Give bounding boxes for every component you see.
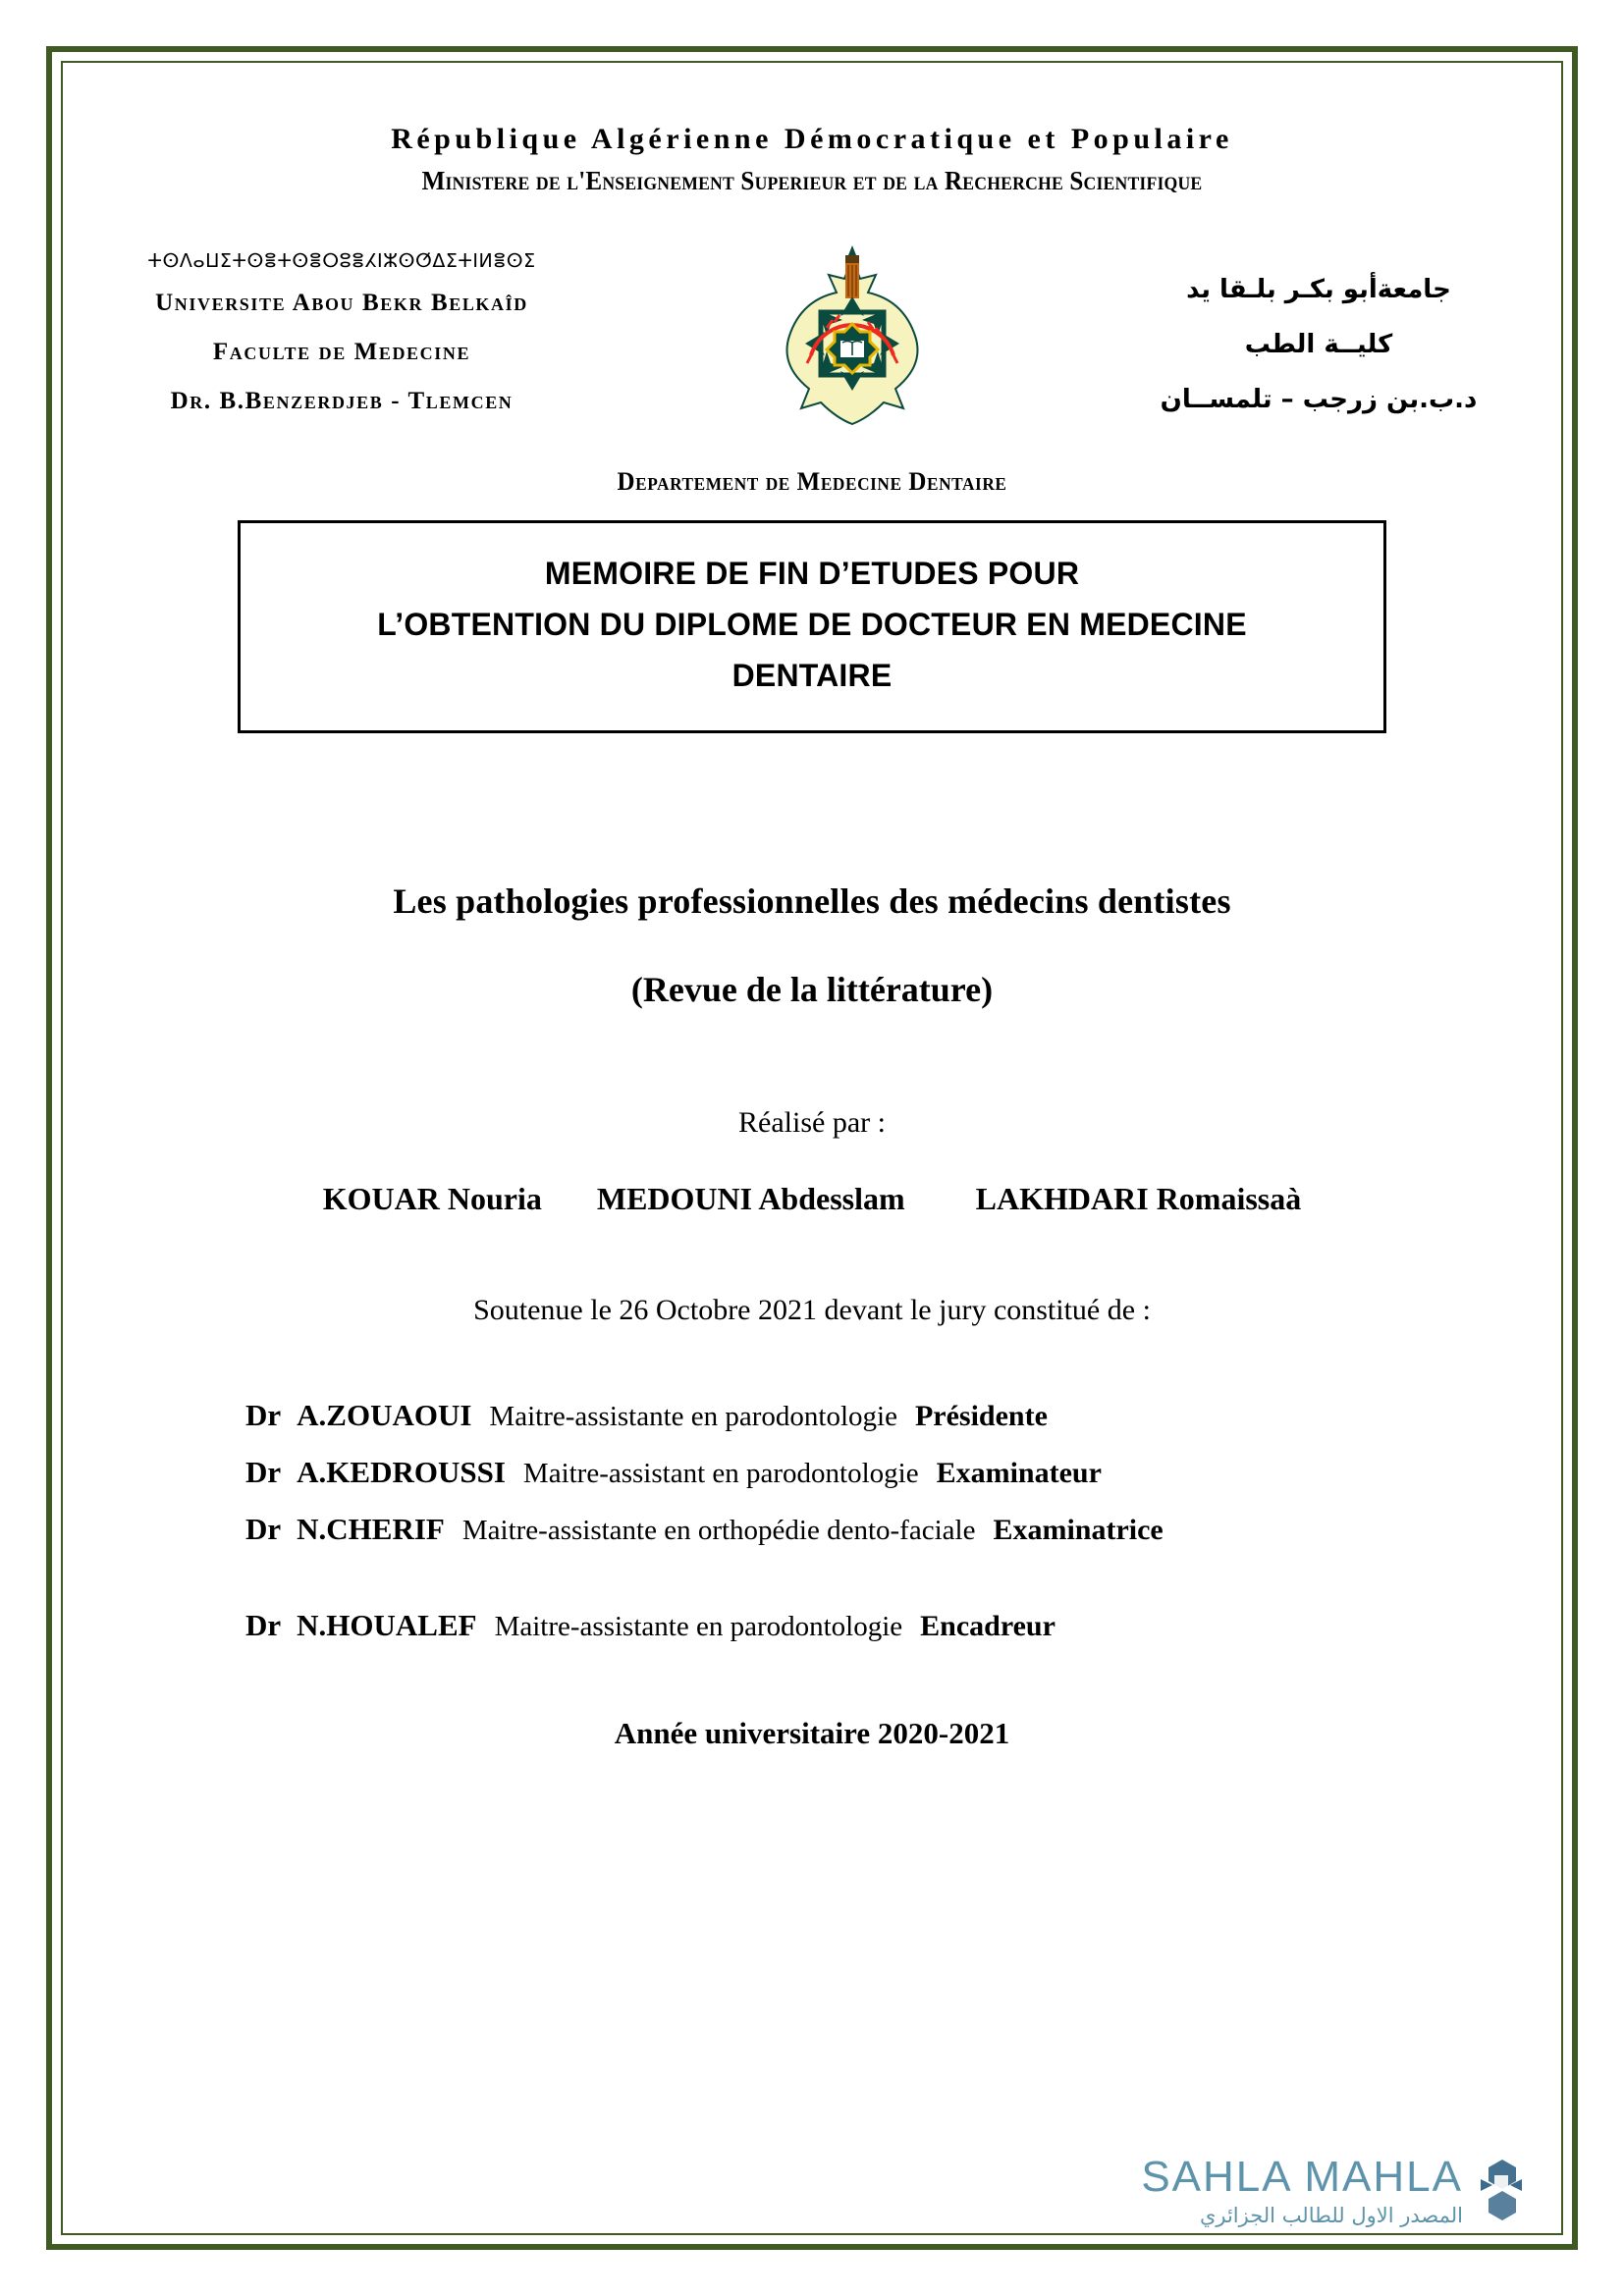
supervisor-row <box>245 1608 1496 1643</box>
sahla-mahla-watermark <box>1141 2153 1530 2227</box>
faculty-name: Faculte de Medecine <box>212 338 471 365</box>
jury-name: A.KEDROUSSI <box>297 1455 506 1490</box>
diploma-line-2: L’OBTENTION DU DIPLOME DE DOCTEUR EN MEDECINE <box>377 606 1247 642</box>
cover-page-content <box>69 69 1555 2227</box>
jury-role: Maitre-assistante en parodontologie <box>489 1401 897 1433</box>
jury-prefix: Dr <box>245 1512 282 1547</box>
department-line: Departement de Medecine Dentaire <box>617 467 1007 496</box>
jury-title: Présidente <box>914 1400 1048 1433</box>
tifinagh-university-line: ⵜⵙⴷⴰⵡⵉⵜⵙⴻⵜⵙⴻⵔⵓⴻⵃⵏⵣⵙⵚⵠⵉⵜⵏⵍⴻⵙⵉ <box>147 250 536 272</box>
university-left-column <box>86 247 597 415</box>
thesis-title-line-2: (Revue de la littérature) <box>630 970 994 1010</box>
jury-name: A.ZOUAOUI <box>297 1398 472 1433</box>
diploma-statement-box <box>238 520 1386 733</box>
diploma-line-3: DENTAIRE <box>731 657 893 693</box>
authors-label: Réalisé par : <box>738 1106 886 1140</box>
jury-prefix: Dr <box>245 1398 282 1433</box>
university-emblem-icon <box>766 245 939 432</box>
diploma-line-1: MEMOIRE DE FIN D’ETUDES POUR <box>544 556 1080 591</box>
jury-row <box>245 1455 1496 1490</box>
jury-name: N.CHERIF <box>297 1512 445 1547</box>
university-identity-block <box>69 247 1555 432</box>
jury-role: Maitre-assistante en orthopédie dento-faciale <box>461 1515 976 1547</box>
arabic-location: د.ب.بن زرجب – تلمســان <box>1160 385 1478 414</box>
defense-date-line: Soutenue le 26 Octobre 2021 devant le jury constitué de : <box>473 1294 1151 1327</box>
author-name-2: MEDOUNI Abdesslam <box>596 1181 905 1217</box>
university-name: Universite Abou Bekr Belkaîd <box>155 289 528 316</box>
jury-list <box>69 1398 1555 1643</box>
supervisor-role: Maitre-assistante en parodontologie <box>494 1611 903 1643</box>
watermark-text <box>1141 2153 1463 2227</box>
author-name-1: KOUAR Nouria <box>322 1181 542 1217</box>
jury-role: Maitre-assistant en parodontologie <box>522 1458 919 1490</box>
university-arabic-column <box>1108 247 1530 414</box>
jury-prefix: Dr <box>245 1455 282 1490</box>
academic-year-line: Année universitaire 2020-2021 <box>614 1716 1010 1751</box>
jury-title: Examinateur <box>936 1457 1102 1490</box>
republic-line: République Algérienne Démocratique et Populaire <box>391 123 1233 155</box>
national-header <box>69 69 1555 196</box>
supervisor-prefix: Dr <box>245 1608 282 1643</box>
watermark-title: SAHLA MAHLA <box>1141 2153 1463 2201</box>
authors-list <box>69 1181 1555 1217</box>
watermark-subtitle: المصدر الاول للطالب الجزائري <box>1199 2204 1463 2227</box>
jury-row <box>245 1398 1496 1433</box>
arabic-university-name: جامعةأبو بكـر بلـقا يد <box>1186 275 1451 304</box>
thesis-title-line-1: Les pathologies professionnelles des médecins dentistes <box>393 881 1231 922</box>
supervisor-title: Encadreur <box>920 1610 1056 1643</box>
jury-row <box>245 1512 1496 1547</box>
faculty-location: Dr. B.Benzerdjeb - Tlemcen <box>170 387 514 414</box>
sahla-mahla-logo-icon <box>1473 2156 1530 2224</box>
jury-title: Examinatrice <box>993 1514 1164 1547</box>
ministry-line: Ministere de l'Enseignement Superieur et de la Recherche Scientifique <box>421 166 1203 195</box>
supervisor-name: N.HOUALEF <box>297 1608 477 1643</box>
arabic-faculty-name: كليــة الطب <box>1244 330 1393 359</box>
thesis-title <box>69 881 1555 1010</box>
author-name-3: LAKHDARI Romaissaà <box>975 1181 1302 1217</box>
